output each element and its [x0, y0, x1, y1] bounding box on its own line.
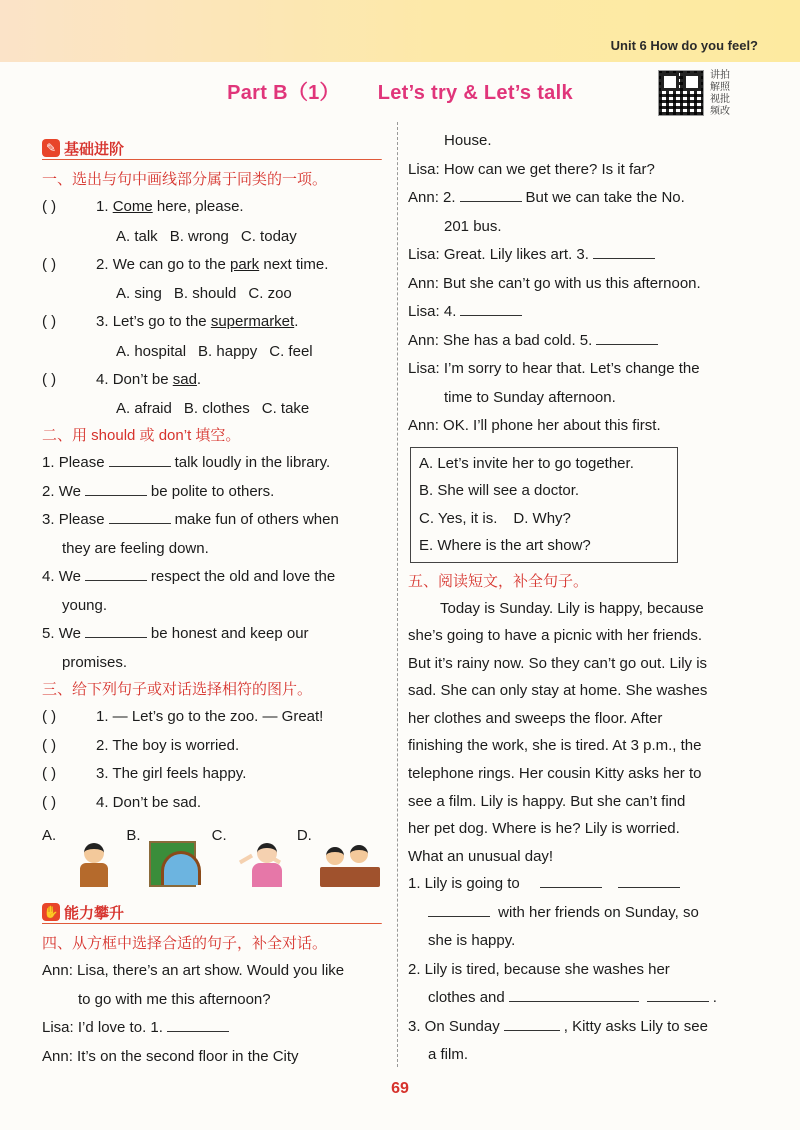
- answer-blank[interactable]: [593, 245, 655, 259]
- pic-label-a: A.: [42, 827, 57, 844]
- underlined-word: Come: [112, 198, 153, 215]
- q5-question-1: 1. Lily is going to: [408, 870, 741, 899]
- answer-blank[interactable]: [428, 903, 490, 917]
- q2-text: We: [58, 482, 81, 500]
- q2-item: [42, 449, 382, 478]
- dialog-line: [408, 327, 741, 356]
- q5-question-1b: with her friends on Sunday, so: [408, 899, 741, 928]
- left-column: [42, 135, 382, 1071]
- q3-title: 三、给下列句子或对话选择相符的图片。: [42, 681, 313, 698]
- q2-num: 3.: [42, 511, 59, 528]
- title-part: Part B（1）: [227, 82, 340, 104]
- answer-blank[interactable]: [504, 1017, 560, 1031]
- q2-text: talk loudly in the library.: [174, 454, 331, 471]
- zoo-gate-picture: [149, 841, 196, 887]
- q5-question-3c: a film.: [428, 1046, 469, 1064]
- dialog-text: How can we get there? Is it far?: [443, 160, 655, 178]
- dialog-line: [408, 298, 741, 327]
- q1-item: [42, 251, 382, 280]
- dialog-line: [408, 184, 741, 213]
- q2-text: We: [58, 625, 81, 642]
- option: A. hospital: [116, 342, 187, 360]
- q2-text: make fun of others when: [174, 511, 339, 528]
- q1-num: 1.: [96, 198, 113, 215]
- q1-items: [42, 193, 382, 423]
- q2-item: [42, 478, 382, 507]
- speaker: Lisa:: [408, 246, 444, 263]
- answer-paren[interactable]: ( ): [42, 736, 57, 754]
- q3-text: 3. The girl feels happy.: [96, 765, 247, 782]
- dialog-line: [42, 957, 382, 986]
- dialog-line: [408, 241, 741, 270]
- answer-blank[interactable]: [596, 331, 658, 345]
- q4-title: 四、从方框中选择合适的句子，补全对话。: [42, 935, 328, 952]
- answer-blank[interactable]: [109, 510, 171, 524]
- qr-caption: 讲拍解照视批频改: [710, 70, 730, 117]
- reading-passage: [408, 595, 741, 871]
- answer-blank[interactable]: [85, 482, 147, 496]
- box-option: B. She will see a doctor.: [419, 482, 580, 499]
- underlined-word: sad: [172, 370, 197, 388]
- dialog-text: 201 bus.: [444, 217, 502, 235]
- q1-item: [42, 193, 382, 222]
- dialog-text: I’m sorry to hear that. Let’s change the: [443, 360, 700, 377]
- q1-text: Let’s go to the: [112, 313, 211, 330]
- answer-blank[interactable]: [85, 624, 147, 638]
- worried-boy-picture: [64, 841, 110, 887]
- section-underline: [42, 159, 382, 160]
- box-option-row: [419, 505, 669, 533]
- passage-line: telephone rings. Her cousin Kitty asks her to: [408, 765, 702, 783]
- q3-pictures: [42, 827, 382, 887]
- hand-icon: ✋: [43, 905, 59, 919]
- q1-options: [42, 394, 382, 423]
- passage-line: she’s going to have a picnic with her friends.: [408, 627, 703, 645]
- dialog-text: time to Sunday afternoon.: [444, 388, 616, 406]
- q1-text: We can go to the: [112, 255, 230, 273]
- dialog-text: But she can’t go with us this afternoon.: [443, 274, 701, 292]
- box-option: D. Why?: [513, 509, 571, 527]
- passage-line: her clothes and sweeps the floor. After: [408, 709, 663, 727]
- q5-title: 五、阅读短文，补全句子。: [408, 572, 589, 590]
- dialog-text: to go with me this afternoon?: [78, 990, 271, 1008]
- dialog-line: [42, 986, 382, 1015]
- dialog-text: She has a bad cold. 5.: [443, 331, 593, 349]
- dialog-text: Lisa, there’s an art show. Would you like: [77, 962, 345, 979]
- section-ability-header: [42, 899, 382, 925]
- answer-paren[interactable]: ( ): [42, 313, 57, 330]
- passage-line: Today is Sunday. Lily is happy, because: [440, 599, 704, 617]
- box-option: A. Let’s invite her to go together.: [419, 454, 634, 472]
- option-box: [410, 447, 678, 563]
- dialog-line: [408, 270, 741, 299]
- q2-title: 二、用 should 或 don’t 填空。: [42, 427, 241, 444]
- answer-blank[interactable]: [167, 1018, 229, 1032]
- dialog-text: I’d love to. 1.: [77, 1019, 163, 1036]
- answer-blank[interactable]: [460, 188, 522, 202]
- passage-line: What an unusual day!: [408, 847, 554, 865]
- answer-paren[interactable]: ( ): [42, 370, 57, 388]
- q1-title: 一、选出与句中画线部分属于同类的一项。: [42, 171, 328, 188]
- q1-options: [42, 337, 382, 366]
- option: B. clothes: [183, 400, 250, 417]
- q4-lines: [42, 957, 382, 1071]
- option: C. feel: [269, 342, 313, 360]
- option: A. talk: [116, 227, 158, 245]
- passage-line: finishing the work, she is tired. At 3 p.m., the: [408, 737, 702, 755]
- speaker: Lisa:: [408, 303, 444, 320]
- pencil-icon: ✎: [42, 139, 60, 157]
- q2-items: [42, 449, 382, 677]
- q2-text: We: [58, 568, 81, 585]
- q3-items: [42, 703, 382, 817]
- column-divider: [397, 122, 398, 1067]
- happy-girl-picture: [235, 841, 281, 887]
- option: B. should: [173, 285, 237, 302]
- pic-label-d: D.: [296, 827, 312, 844]
- q5-question-1c: she is happy.: [428, 932, 516, 950]
- dialog-continued: [408, 127, 741, 441]
- answer-paren[interactable]: ( ): [42, 255, 57, 273]
- qr-code-icon[interactable]: [658, 70, 704, 116]
- title-sub: Let’s try & Let’s talk: [377, 82, 573, 104]
- q2-text: be polite to others.: [150, 482, 275, 500]
- q1-item: [42, 308, 382, 337]
- q1-text: .: [294, 313, 299, 330]
- q1-options: [42, 279, 382, 308]
- underlined-word: supermarket: [210, 313, 295, 330]
- answer-paren[interactable]: ( ): [42, 708, 57, 725]
- page-number: 69: [391, 1080, 409, 1097]
- option: B. wrong: [169, 227, 229, 245]
- q2-num: 2.: [42, 482, 59, 500]
- dialog-line: [408, 355, 741, 384]
- answer-blank[interactable]: [540, 874, 602, 888]
- q1-num: 3.: [96, 313, 113, 330]
- answer-blank[interactable]: [618, 874, 680, 888]
- q2-item: [42, 563, 382, 592]
- section-basic-title: 基础进阶: [64, 140, 125, 158]
- dialog-text: Great. Lily likes art. 3.: [443, 246, 589, 263]
- speaker: Ann:: [42, 1047, 78, 1065]
- answer-paren[interactable]: ( ): [42, 793, 57, 811]
- answer-blank[interactable]: [460, 302, 522, 316]
- dialog-line: [42, 1014, 382, 1043]
- q2-num: 1.: [42, 454, 59, 471]
- q3-text: 4. Don’t be sad.: [96, 793, 202, 811]
- q3-item: [42, 732, 382, 761]
- q2-num: 4.: [42, 568, 59, 585]
- q2-item: [42, 506, 382, 535]
- q2-text: respect the old and love the: [150, 568, 336, 585]
- q2-continuation: they are feeling down.: [62, 539, 209, 557]
- speaker: Ann:: [42, 962, 78, 979]
- answer-blank[interactable]: [509, 988, 639, 1002]
- option: C. take: [261, 400, 310, 417]
- kids-at-desk-picture: [320, 841, 366, 887]
- answer-paren[interactable]: ( ): [42, 765, 57, 782]
- dialog-text: House.: [444, 132, 492, 149]
- right-column: [408, 127, 741, 1070]
- q1-text: here, please.: [152, 198, 244, 215]
- passage-line: sad. She can only stay at home. She washes: [408, 682, 708, 700]
- q1-text: .: [196, 370, 202, 388]
- q5-question-2: 2. Lily is tired, because she washes her: [408, 960, 670, 978]
- speaker: Ann:: [408, 331, 444, 349]
- dialog-text: 4.: [443, 303, 457, 320]
- box-option: E. Where is the art show?: [419, 537, 591, 554]
- q5-question-2b: clothes and .: [428, 989, 717, 1007]
- dialog-text: OK. I’ll phone her about this first.: [443, 417, 661, 434]
- q2-text: Please: [58, 511, 105, 528]
- dialog-line: [408, 412, 741, 441]
- speaker: Lisa:: [42, 1019, 78, 1036]
- section-basic-header: [42, 135, 382, 161]
- q3-item: [42, 760, 382, 789]
- box-option: C. Yes, it is.: [419, 509, 498, 527]
- answer-blank[interactable]: [85, 567, 147, 581]
- option: C. today: [240, 227, 297, 245]
- underlined-word: park: [230, 255, 260, 273]
- passage-line: her pet dog. Where is he? Lily is worried.: [408, 820, 680, 838]
- speaker: Lisa:: [408, 160, 444, 178]
- answer-blank[interactable]: [647, 988, 709, 1002]
- passage-line: But it’s rainy now. So they can’t go out. Lily is: [408, 654, 708, 672]
- option: A. sing: [116, 285, 162, 302]
- section-ability-title: 能力攀升: [64, 904, 125, 922]
- dialog-line: [408, 384, 741, 413]
- q2-continuation: young.: [62, 596, 108, 614]
- pic-label-b: B.: [126, 827, 141, 844]
- q2-num: 5.: [42, 625, 59, 642]
- option: C. zoo: [248, 285, 292, 302]
- speaker: Ann:: [408, 417, 444, 434]
- answer-paren[interactable]: ( ): [42, 198, 57, 215]
- dialog-line: [408, 156, 741, 185]
- q2-text: Please: [58, 454, 105, 471]
- q1-num: 2.: [96, 255, 113, 273]
- dialog-line: [408, 127, 741, 156]
- dialog-line: [42, 1043, 382, 1072]
- q1-options: [42, 222, 382, 251]
- q1-num: 4.: [96, 370, 113, 388]
- q1-text: Don’t be: [112, 370, 173, 388]
- q2-text: be honest and keep our: [150, 625, 309, 642]
- speaker: Ann:: [408, 189, 444, 206]
- option: B. happy: [198, 342, 258, 360]
- q1-item: [42, 366, 382, 395]
- dialog-text: 2.: [443, 189, 456, 206]
- option: A. afraid: [116, 400, 172, 417]
- dialog-text: It’s on the second floor in the City: [77, 1047, 299, 1065]
- q3-text: 1. — Let’s go to the zoo. — Great!: [96, 708, 324, 725]
- section-underline: [42, 923, 382, 924]
- q2-item: [42, 620, 382, 649]
- speaker: Ann:: [408, 274, 444, 292]
- unit-label: Unit 6 How do you feel?: [610, 38, 758, 53]
- answer-blank[interactable]: [109, 453, 171, 467]
- q3-item: [42, 789, 382, 818]
- dialog-line: [408, 213, 741, 242]
- dialog-text: But we can take the No.: [525, 189, 685, 206]
- pic-label-c: C.: [211, 827, 227, 844]
- q2-continuation: promises.: [62, 653, 128, 671]
- passage-line: see a film. Lily is happy. But she can’t find: [408, 792, 686, 810]
- speaker: Lisa:: [408, 360, 444, 377]
- q1-text: next time.: [259, 255, 329, 273]
- q3-item: [42, 703, 382, 732]
- q5-question-3: 3. On Sunday , Kitty asks Lily to see: [408, 1017, 708, 1035]
- q3-text: 2. The boy is worried.: [96, 736, 240, 754]
